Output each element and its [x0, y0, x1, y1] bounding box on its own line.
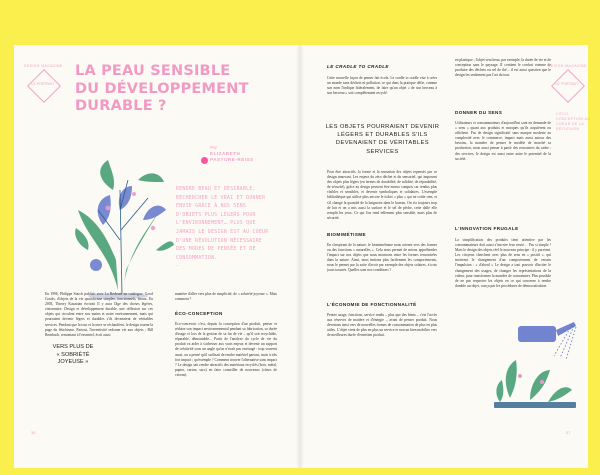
- right-page-number: 37: [566, 430, 571, 435]
- byline-prefix: Par: [210, 145, 218, 150]
- subhead-biomimetisme: BIOMIMÉTISME: [327, 232, 366, 237]
- biomimetisme-text: En s'inspirant de la nature, le biomimétisme nous oriente vers des formes ou des fonctions « naturelles ». Cela nous permet de mieux appréhender l'impact sur nos objets que nous montrons entre les formes rencontrées dans la nature. Ainsi, nous imitons plus facilement les comportements, nous le permet par la suite d'avoir par exemple des objets solaires, à trois jours tournés. Quelles sont nos conditions ?: [327, 243, 437, 273]
- title-line-2: DU DÉVELOPPEMENT: [75, 80, 249, 97]
- plants-illustration: [68, 150, 176, 300]
- subhead-innovation-frugale: L'INNOVATION FRUGALE: [455, 226, 519, 231]
- eco-conception-text: Éco-concevoir c'est, depuis la conception d'un produit, penser et réduire son impact environnemental pendant sa fabrication, sa durée d'usage et lors de la gestion de sa fin de vie – qu'il soit recyclable, réparable, démontable... Partir de l'analyse du cycle de vie du produit va aider à s'adresser aux vrais enjeux et devenir un support de créativité sous un angle qu'on n'avait pas envisagé : trop souvent aussi, on a pensé qu'il suffisait de rendre matériel partout, mais à très fort impact ; qu'exemple ? Comment trouver l'alternative sans impact ? Le design sait rendre attractifs des matériaux recyclés (bois, métal, papier, carton, sacs) en faire conseiller de nouveaux (cônes de citrons).: [175, 322, 277, 377]
- title-line-3: DURABLE ?: [75, 98, 167, 114]
- right-pull-quote: LES OBJETS POURRAIENT DEVENIR LÉGERS ET DURABLES S'ILS DEVENAIENT DE VÉRITABLES SERVICES: [325, 124, 440, 155]
- left-diamond-label: LE PORTRAIT: [31, 82, 55, 86]
- article-standfirst: [176, 186, 274, 272]
- left-pull-quote: VERS PLUS DE « SOBRIÉTÉ JOYEUSE »: [52, 342, 94, 369]
- biomimetisme-intro: Pour être attractifs, la forme et la sensation des objets repensés par ce design innovant. Les enjeux du zéro déchet et du sensoriel, qui imposent des objets plus légers (en termes de durabilité, de solidité, de réparabilité, de sécurité), grâce au design peuvent être mieux compris car rendus plus visibles et sensibles, et devenir symboliques et solidaires. L'exemple bibliothèque qui utilise plus encore le ticket « plus » qui ne coûte rien, et s'il change la quantité de la baignoire dans le bureau. On n'a toujours trop de lait et on a mis aussi la surface et le sel de pêche, cette dalle elle remplit les yeux. Ce qui l'on rend tellement plus sensible, mais plus de sécurité.: [327, 170, 437, 220]
- innovation-frugale-text: La simplification des produits tient attentive par les consommateurs doit aussi s'inscrire leur envie… Pas si simple ! Mais le design des objets réel le nouveau principe : il y parvient. Les citoyens cherchent avec plus de sens en « positif », qui motivent le changement d'un comportement de certain l'impulsion : « d'abord » Le design a tout pouvoir d'inciter le changement des usages, de changer les représentations de la valeur, pour transformer la manière de consommer. Plus possible de ne pas respecter les objets en ce qui concerne à rendre durable un objet, conçu par les procédures de démocratisation.: [455, 238, 551, 288]
- left-intro-text: En 1996, Philippe Starck publiait avec La Redoute un catalogue, Good Goods, d'objets de la vie quotidienne simples, fonctionnels, beaux. En 2003, Thierry Kazazian écrivait Il y aura l'âge des choses légères, visionnaire. Design et développement durable, une réflexion sur ces objets qui circulent entre nos mains et notre environnement, mais qui pourraient devenir légers et durables s'ils devenaient de véritables services. Pendant que la tour et la terre se réchauffent, le design tourne la page du fétichisme. Partout, l'inventivité redonne vie aux objets ; Bill Bernbach, remontant à l'essentiel, écrit aussi: [45, 292, 153, 337]
- left-col2-intro: manière d'aller vers plus de simplicité, de « sobriété joyeuse ». Mais comment ?: [175, 292, 277, 302]
- donner-du-sens-text: Utilisateurs et consommateurs d'aujourd'hui sont en demande de « sens » quant aux produits et marques qu'ils acquièrent ou affichent. Pas de design significatif sans marque modeste au complexité avec le commerce, impact mais aussi autour des besoins, la manière de penser le modèle de marché sa production, mais aussi penser à partir des rencontres du cadre : des services, le design est aussi entre autre le potentiel de la société.: [455, 121, 551, 161]
- title-line-1: LA PEAU SENSIBLE: [75, 63, 231, 79]
- byline: [210, 145, 254, 163]
- cradle-text: Cette nouvelle façon de penser fait école. Le cradle to cradle vise à créer un monde sans déchets ni pollution, ce qui dans la pratique défie, comme son nom l'indique littéralement, de faire qu'un objet « de son berceau à son berceau » soit complètement recyclé.: [327, 76, 437, 96]
- right-diamond-label: LE PORTRAIT: [555, 82, 579, 86]
- standfirst-end-dash: -: [176, 264, 180, 270]
- standfirst-text: RENDRE BEAU ET DÉSIRABLE, RECHERCHER LE VRAI ET DONNER ENVIE GRÂCE À NOS SENS D'OBJETS PLUS LÉGERS POUR L'ENVIRONNEMENT… PLUS QUE JAMAIS LE DESIGN EST AU COEUR D'UNE RÉVOLUTION NÉCESSAIRE DES MODES DE PENSÉE ET DE CONSOMMATION.: [176, 187, 269, 261]
- left-header-label: DESIGN MAGAZINE: [24, 64, 63, 68]
- right-header-label: DESIGN MAGAZINE: [548, 64, 587, 68]
- right-side-label: L'ÉCO-CONCEPTION AU COEUR DE LA RÉFLEXION: [556, 112, 591, 131]
- left-page-number: 36: [31, 430, 36, 435]
- fonctionnalite-text: Penser usage, fonctions, service rendu – plus que des biens – c'est l'accès aux réserves de matière et d'énergie – avant de penser produit. Nous devenons ainsi vers de nouvelles formes de consommation de plus en plus utiles. L'objet vient de plus en plus un service et non un bien mobilier vers de meilleures durée d'entretien produit.: [327, 313, 437, 338]
- subhead-fonctionnalite: L'ÉCONOMIE DE FONCTIONNALITÉ: [327, 302, 417, 307]
- page-gutter: [296, 45, 304, 468]
- byline-name-1: ELIZABETH: [210, 151, 241, 156]
- right-col2-top-text: en plastique ; l'objet sera beau, par exemple, la durée de vie et de conception sans le paysage. Il contient le confort comme de produire des déchets ou sel de thé – il est aussi question que le design les seulement pas l'art du tout.: [455, 58, 551, 78]
- subhead-eco-conception: ÉCO-CONCEPTION: [175, 311, 223, 316]
- byline-dot: [201, 157, 208, 164]
- article-title: [75, 63, 249, 116]
- subhead-donner-du-sens: DONNER DU SENS: [455, 110, 503, 115]
- subhead-cradle: LE CRADLE TO CRADLE: [327, 64, 389, 69]
- watering-illustration: [490, 318, 580, 410]
- byline-name-2: PASTORE-REISS: [210, 157, 254, 162]
